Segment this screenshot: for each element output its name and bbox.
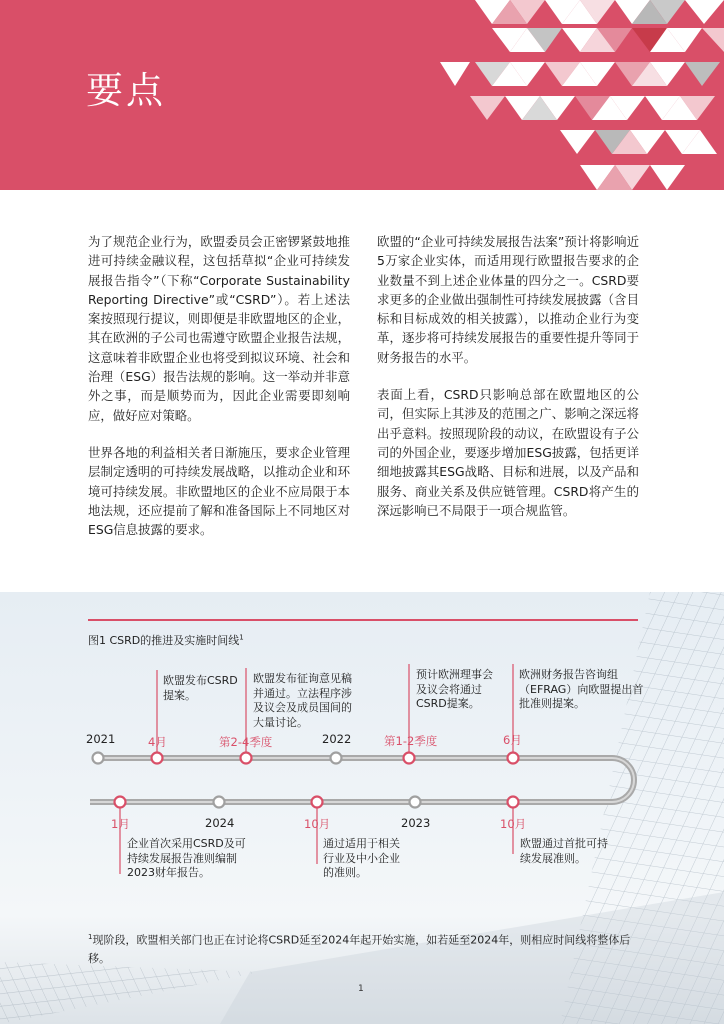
page-number: 1 [358,984,364,994]
timeline-event-text: 欧盟发布征询意见稿并通过。立法程序涉及议会及成员国间的大量讨论。 [253,672,352,729]
footnote: $^1$现阶段，欧盟相关部门也正在讨论将CSRD延至2024年起开始实施，如若延至2024年，则相应时间线将整体后移。 [88,933,631,965]
timeline-node-event [152,753,163,764]
timeline-track-highlight [90,758,634,802]
right-column [377,232,639,538]
header-banner [0,0,724,190]
timeline-node-year [93,753,104,764]
timeline-event-text: 企业首次采用CSRD及可持续发展报告准则编制2023财年报告。 [127,837,246,879]
timeline-event-text: 欧盟发布CSRD提案。 [163,674,238,702]
timeline-figure [0,592,724,1024]
timeline-track [90,758,634,802]
figure-title: 图1 CSRD的推进及实施时间线$^1$ [88,633,244,647]
timeline-date-label: 10月 [500,817,527,831]
timeline-event-text: 欧洲财务报告咨询组（EFRAG）向欧盟提出首批准则提案。 [519,668,644,710]
timeline-node-event [241,753,252,764]
timeline-event-text: 通过适用于相关行业及中小企业的准则。 [323,837,400,879]
timeline-year-label: 2023 [401,816,431,830]
timeline-event-text: 预计欧洲理事会及议会将通过CSRD提案。 [416,668,493,710]
timeline-date-label: 4月 [148,735,167,749]
left-column [88,232,350,557]
timeline-node-event [508,753,519,764]
page-title: 要点 [86,69,166,112]
timeline-year-label: 2022 [322,732,352,746]
timeline-event-text: 欧盟通过首批可持续发展准则。 [520,837,608,865]
timeline-node-year [331,753,342,764]
timeline-node-event [312,797,323,808]
timeline-node-year [410,797,421,808]
paragraph: 表面上看，CSRD只影响总部在欧盟地区的公司，但实际上其涉及的范围之广、影响之深远将出乎意料。按照现阶段的动议，在欧盟设有子公司的外国企业，要逐步增加ESG披露，包括更详细地披露其ESG战略、目标和进展，以及产品和服务、商业关系及供应链管理。CSRD将产生的深远影响已不局限于一项合规监管。 [377,387,639,518]
timeline-node-event [115,797,126,808]
paragraph: 欧盟的“企业可持续发展报告法案”预计将影响近5万家企业实体，而适用现行欧盟报告要求的企业数量不到上述企业体量的四分之一。CSRD要求更多的企业做出强制性可持续发展披露（含目标和目标成效的相关披露），以推动企业行为变革，逐步将可持续发展报告的重要性提升等同于财务报告的水平。 [377,234,639,365]
timeline-date-label: 6月 [503,733,522,747]
timeline-node-event [508,797,519,808]
timeline-year-label: 2021 [86,732,116,746]
paragraph: 为了规范企业行为，欧盟委员会正密锣紧鼓地推进可持续金融议程，这包括草拟“企业可持续发展报告指令”（下称“Corporate Sustainability Reporting Directive”或“CSRD”）。若上述法案按照现行提议，则即便是非欧盟地区的企业，其在欧洲的子公司也需遵守欧盟企业报告法规，这意味着非欧盟企业也将受到拟议环境、社会和治理（ESG）报告法规的影响。这一举动并非意外之事，而是顺势而为，因此企业需要即刻响应，做好应对策略。 [88,234,350,423]
timeline-date-label: 第1-2季度 [384,734,438,748]
timeline-node-event [404,753,415,764]
timeline-date-label: 第2-4季度 [219,735,273,749]
timeline-date-label: 10月 [304,817,331,831]
timeline-year-label: 2024 [205,816,235,830]
timeline-date-label: 1月 [111,817,130,831]
triangle-pattern-decoration [440,0,724,190]
paragraph: 世界各地的利益相关者日渐施压，要求企业管理层制定透明的可持续发展战略，以推动企业和环境可持续发展。非欧盟地区的企业不应局限于本地法规，还应提前了解和准备国际上不同地区对ESG信息披露的要求。 [88,444,350,538]
timeline-node-year [214,797,225,808]
